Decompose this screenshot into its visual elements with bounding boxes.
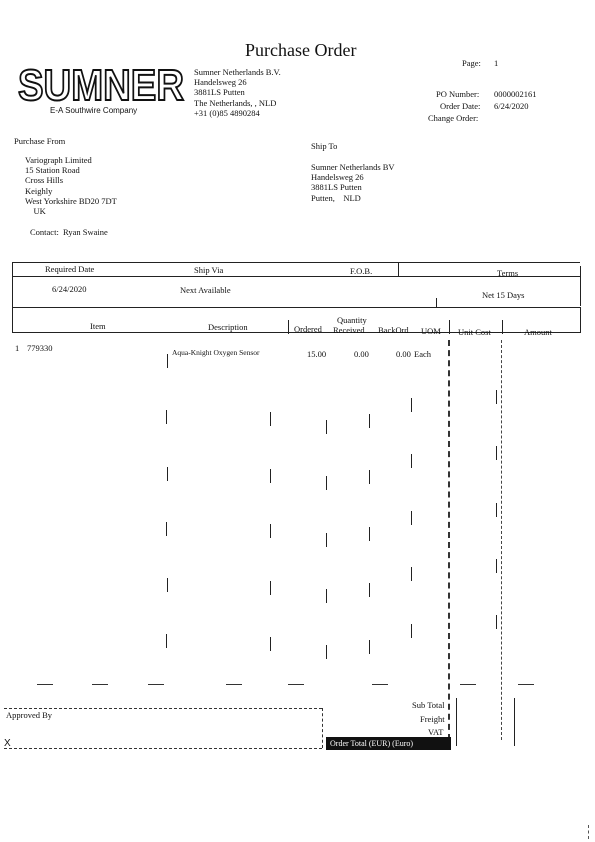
column-tick xyxy=(167,354,168,368)
vendor-address xyxy=(25,155,117,216)
column-tick xyxy=(496,615,497,629)
column-tick xyxy=(496,390,497,404)
terms-value: Net 15 Days xyxy=(482,290,525,300)
purchase-from-heading: Purchase From xyxy=(14,136,66,146)
vat-label: VAT xyxy=(428,727,444,737)
total-rule xyxy=(514,698,515,746)
order-total-bar: Order Total (EUR) (Euro) xyxy=(326,737,451,750)
column-tick xyxy=(496,559,497,573)
approved-by-label: Approved By xyxy=(6,710,53,720)
col-sep xyxy=(288,320,289,334)
po-number-value: 0000002161 xyxy=(494,89,537,99)
page-label: Page: xyxy=(462,58,481,68)
row-item: 779330 xyxy=(27,343,53,353)
row-description: Aqua-Knight Oxygen Sensor xyxy=(172,348,260,357)
vendor-contact: Contact: Ryan Swaine xyxy=(30,227,108,237)
ship-to-line: Putten, NLD xyxy=(311,192,361,203)
col-sep xyxy=(449,320,450,334)
column-underline xyxy=(460,684,476,685)
company-phone: +31 (0)85 4890284 xyxy=(194,107,260,118)
col-required-date: Required Date xyxy=(45,264,95,274)
signature-mark[interactable]: X xyxy=(4,738,11,749)
freight-label: Freight xyxy=(420,714,445,724)
total-rule xyxy=(456,698,457,746)
column-underline xyxy=(226,684,242,685)
col-uom: UOM xyxy=(421,326,441,336)
row-backord: 0.00 xyxy=(396,349,411,359)
column-tick xyxy=(411,398,412,412)
row-ordered: 15.00 xyxy=(307,349,327,359)
col-terms: Terms xyxy=(497,268,519,278)
column-guide xyxy=(448,340,450,740)
column-tick xyxy=(270,581,271,595)
header-left-rule xyxy=(12,262,13,332)
col-fob: F.O.B. xyxy=(350,266,373,276)
subtotal-label: Sub Total xyxy=(412,700,445,710)
col-item: Item xyxy=(90,321,106,331)
col-description: Description xyxy=(208,322,248,332)
column-tick xyxy=(167,467,168,481)
row-received: 0.00 xyxy=(354,349,369,359)
vendor-line: UK xyxy=(25,206,46,217)
required-date-value: 6/24/2020 xyxy=(52,284,87,294)
column-tick xyxy=(326,533,327,547)
company-country: The Netherlands, , NLD xyxy=(194,97,277,108)
scan-artifact xyxy=(588,825,589,839)
column-tick xyxy=(270,469,271,483)
col-ordered: Ordered xyxy=(294,324,322,334)
column-underline xyxy=(37,684,53,685)
column-tick xyxy=(411,567,412,581)
order-date-value: 6/24/2020 xyxy=(494,101,529,111)
column-underline xyxy=(148,684,164,685)
column-tick xyxy=(270,637,271,651)
column-tick xyxy=(369,414,370,428)
column-underline xyxy=(372,684,388,685)
company-address xyxy=(194,67,281,118)
column-tick xyxy=(326,476,327,490)
company-name: Sumner Netherlands B.V. xyxy=(194,67,281,77)
column-tick xyxy=(369,470,370,484)
col-unit-cost: Unit Cost xyxy=(458,327,491,337)
column-tick xyxy=(369,527,370,541)
ship-to-line: Sumner Netherlands BV xyxy=(311,162,395,172)
approval-box-top xyxy=(4,708,322,709)
column-tick xyxy=(496,446,497,460)
column-tick xyxy=(369,640,370,654)
company-street: Handelsweg 26 xyxy=(194,77,247,88)
header-right-rule xyxy=(580,266,581,306)
col-amount: Amount xyxy=(524,327,552,337)
col-sep xyxy=(436,298,437,308)
col-received: Received xyxy=(333,325,365,335)
column-underline xyxy=(518,684,534,685)
row-uom: Each xyxy=(414,349,431,359)
vendor-line: Variograph Limited xyxy=(25,155,92,165)
document-title: Purchase Order xyxy=(245,40,357,60)
ship-to-line: Handelsweg 26 xyxy=(311,172,364,183)
vendor-line: West Yorkshire BD20 7DT xyxy=(25,195,117,206)
column-tick xyxy=(167,578,168,592)
ship-to-heading: Ship To xyxy=(311,141,338,151)
column-tick xyxy=(270,412,271,426)
column-tick xyxy=(166,410,167,424)
column-underline xyxy=(92,684,108,685)
vendor-line: Keighly xyxy=(25,185,53,196)
logo-tagline: E-A Southwire Company xyxy=(50,106,138,115)
column-tick xyxy=(166,522,167,536)
svg-text:SUMNER: SUMNER xyxy=(18,61,184,106)
ship-via-value: Next Available xyxy=(180,285,231,295)
column-tick xyxy=(411,454,412,468)
header-divider-rule xyxy=(398,262,399,276)
column-tick xyxy=(270,524,271,538)
column-tick xyxy=(326,420,327,434)
col-sep xyxy=(502,320,503,334)
header-top-rule xyxy=(12,262,580,263)
column-tick xyxy=(496,503,497,517)
header-mid-rule xyxy=(12,276,580,277)
column-tick xyxy=(326,589,327,603)
vendor-line: 15 Station Road xyxy=(25,165,80,176)
ship-to-address xyxy=(311,162,395,203)
table-right-rule xyxy=(580,307,581,333)
ship-to-line: 3881LS Putten xyxy=(311,182,362,193)
row-line-number: 1 xyxy=(15,343,20,353)
po-number-label: PO Number: xyxy=(436,89,480,99)
order-date-label: Order Date: xyxy=(440,101,481,111)
column-tick xyxy=(411,624,412,638)
table-header-top-rule xyxy=(12,307,580,308)
company-logo xyxy=(16,60,186,106)
quantity-group-label: Quantity xyxy=(337,315,367,325)
company-city: 3881LS Putten xyxy=(194,87,245,98)
page-number: 1 xyxy=(494,58,499,68)
column-tick xyxy=(369,583,370,597)
column-underline xyxy=(288,684,304,685)
col-backord: BackOrd xyxy=(378,325,409,335)
col-ship-via: Ship Via xyxy=(194,265,224,275)
column-tick xyxy=(326,645,327,659)
change-order-label: Change Order: xyxy=(428,113,479,123)
column-tick xyxy=(411,511,412,525)
approval-box-bottom xyxy=(4,748,322,749)
vendor-line: Cross Hills xyxy=(25,175,64,186)
approval-box-right xyxy=(322,708,323,748)
column-guide xyxy=(501,340,502,740)
column-tick xyxy=(166,634,167,648)
